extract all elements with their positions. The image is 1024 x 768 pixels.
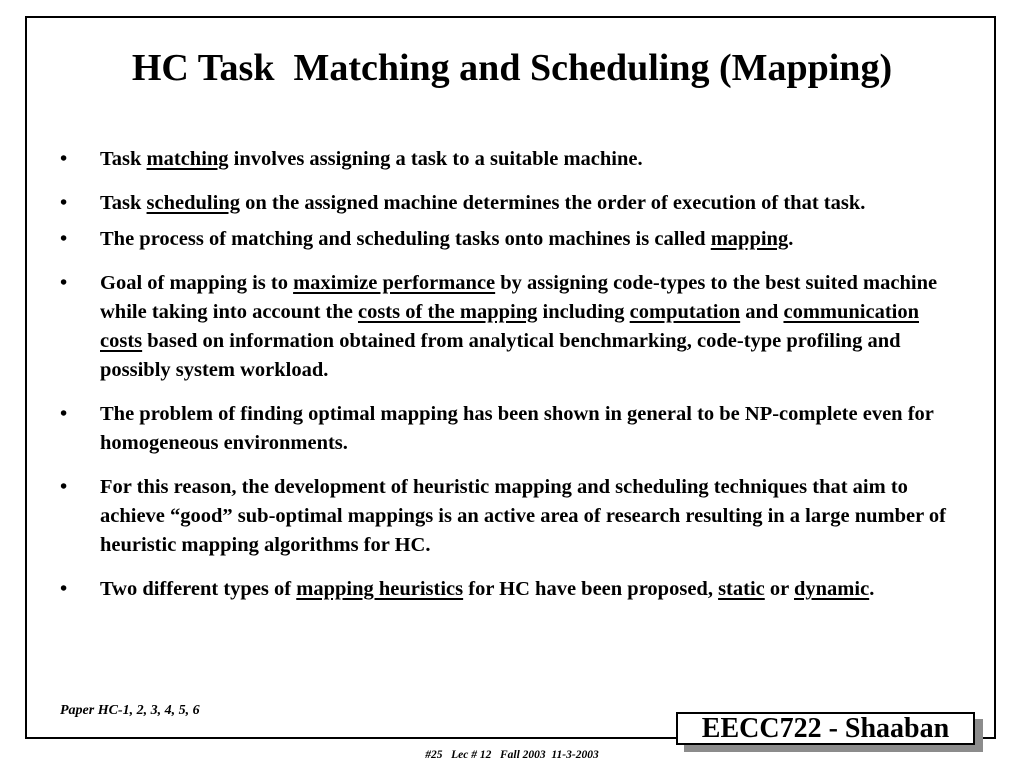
slide-footer: #25 Lec # 12 Fall 2003 11-3-2003 [425, 749, 599, 761]
underlined-term: costs of the mapping [357, 301, 538, 323]
paper-reference: Paper HC-1, 2, 3, 4, 5, 6 [60, 703, 200, 718]
bullet-text: . [869, 578, 875, 600]
bullet-marker: • [60, 192, 68, 214]
underlined-term: static [718, 578, 765, 600]
bullet-text: for HC have been proposed, [463, 578, 719, 600]
bullet-text: and [740, 301, 784, 323]
bullet-list [58, 145, 958, 619]
bullet-text: Task [100, 192, 147, 214]
slide-title: HC Task Matching and Scheduling (Mapping) [131, 47, 893, 89]
underlined-term: matching [146, 148, 229, 170]
bullet-marker: • [60, 578, 68, 600]
underlined-term: scheduling [146, 192, 240, 214]
bullet-item [58, 473, 958, 560]
bullet-text: For this reason, the development of heuristic mapping and scheduling techniques that aim to achieve “good” sub-optimal mappings is an active area of research resulting in a large number of heuristic mapping algorithms for HC. [100, 476, 947, 556]
bullet-marker: • [60, 228, 68, 250]
bullet-text: including [537, 301, 630, 323]
bullet-item [58, 400, 958, 458]
bullet-text: The problem of finding optimal mapping has been shown in general to be NP-complete even for homogeneous environments. [100, 403, 934, 454]
bullet-text: Task [100, 148, 147, 170]
bullet-marker: • [60, 476, 68, 498]
bullet-text: involves assigning a task to a suitable machine. [228, 148, 643, 170]
underlined-term: dynamic [794, 578, 870, 600]
bullet-marker: • [60, 148, 68, 170]
bullet-text: . [788, 228, 794, 250]
bullet-text: Two different types of [100, 578, 297, 600]
bullet-item [58, 269, 958, 385]
bullet-marker: • [60, 272, 68, 294]
bullet-item [58, 575, 958, 604]
bullet-item [58, 189, 958, 218]
underlined-term: mapping [710, 228, 789, 250]
underlined-term: communication costs [100, 301, 919, 352]
bullet-marker: • [60, 403, 68, 425]
underlined-term: computation [629, 301, 741, 323]
bullet-text: Goal of mapping is to [100, 272, 294, 294]
course-label: EECC722 - Shaaban [676, 712, 975, 745]
bullet-text: The process of matching and scheduling tasks onto machines is called [100, 228, 711, 250]
bullet-item [58, 145, 958, 174]
underlined-term: mapping heuristics [296, 578, 464, 600]
bullet-item [58, 225, 958, 254]
bullet-text: based on information obtained from analytical benchmarking, code-type profiling and possibly system workload. [100, 330, 901, 381]
bullet-text: or [764, 578, 794, 600]
underlined-term: maximize performance [293, 272, 496, 294]
bullet-text: by assigning code-types to the best suited machine while taking into account the [100, 272, 938, 323]
course-label-box [676, 712, 983, 752]
bullet-text: on the assigned machine determines the order of execution of that task. [239, 192, 866, 214]
